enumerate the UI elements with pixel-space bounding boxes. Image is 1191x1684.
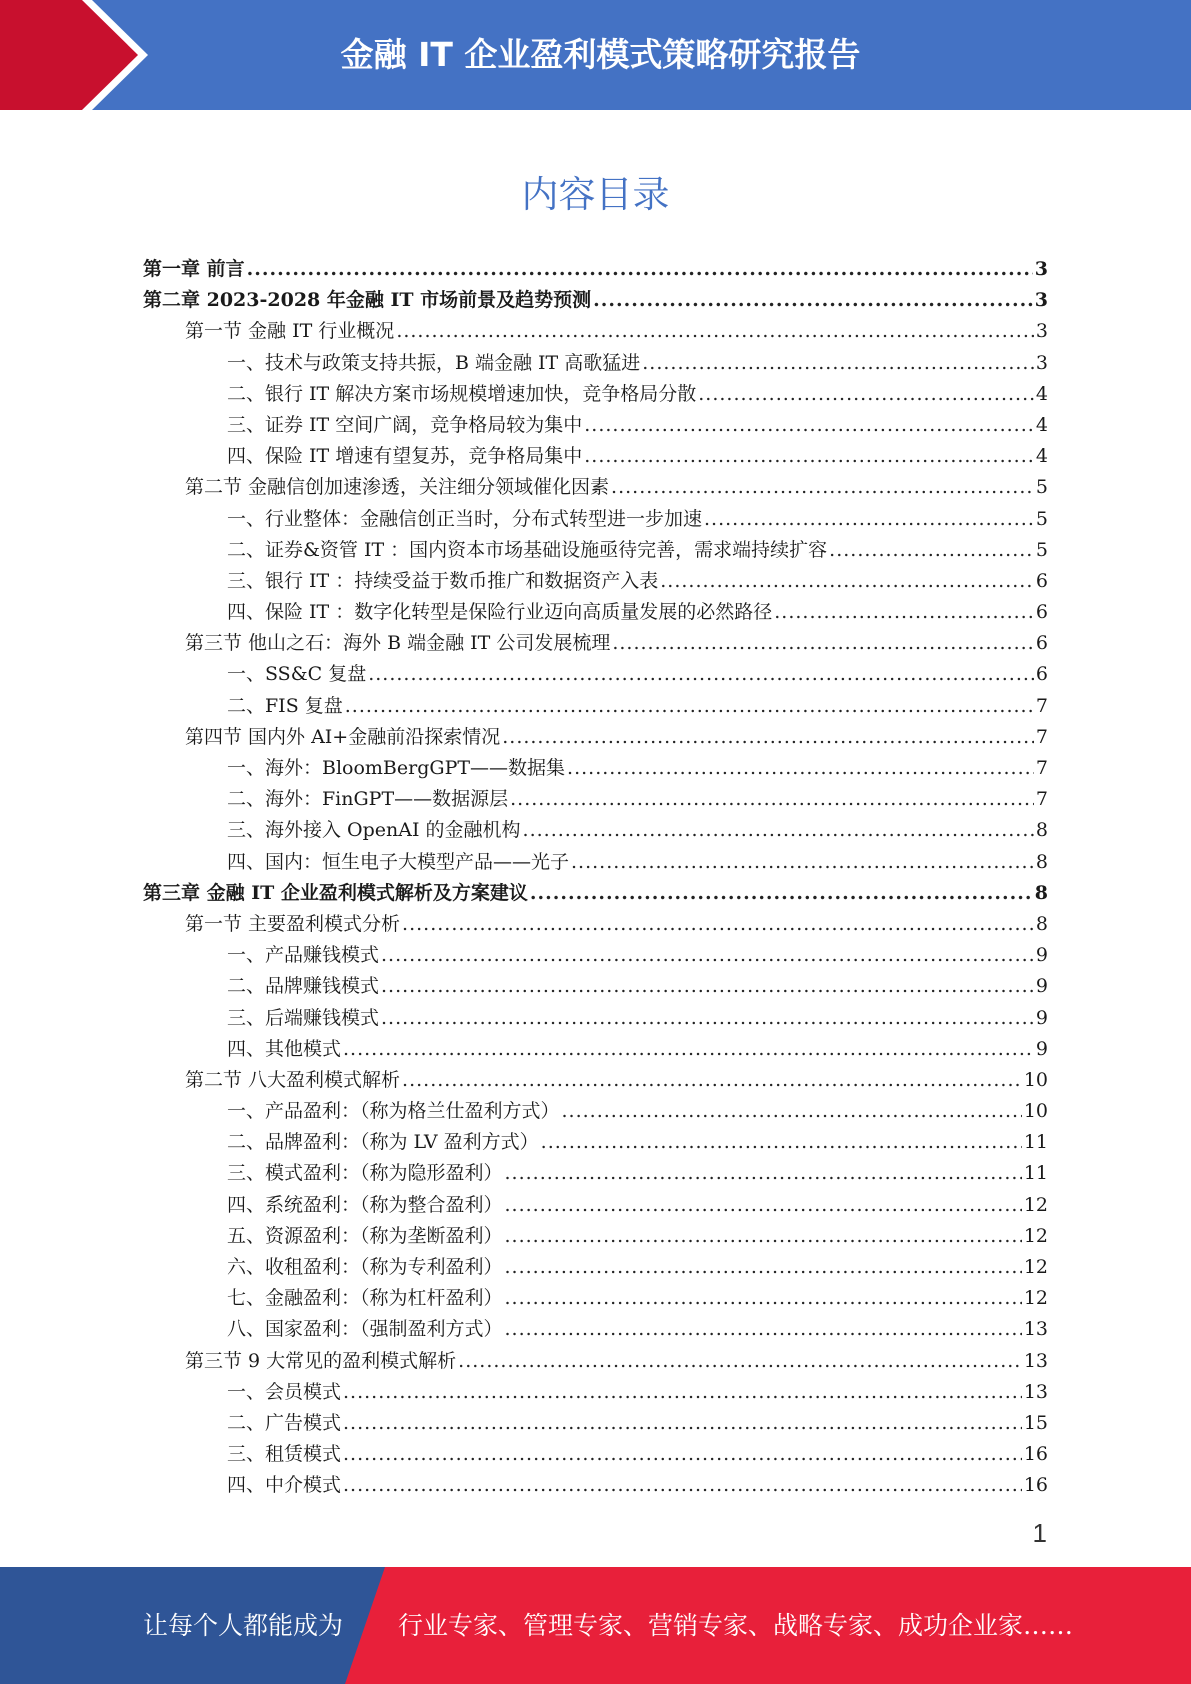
toc-entry-page: 12	[1023, 1287, 1048, 1310]
toc-entry[interactable]	[143, 1221, 1048, 1252]
toc-entry-text: 三、后端赚钱模式	[227, 1006, 380, 1029]
toc-entry-text: 第二节 金融信创加速渗透，关注细分领域催化因素	[185, 476, 610, 499]
toc-entry-text: 四、系统盈利：（称为整合盈利）	[227, 1193, 503, 1216]
toc-dot-leader	[343, 1377, 1022, 1408]
toc-entry-text: 三、银行 IT ：持续受益于数币推广和数据资产入表	[227, 569, 659, 592]
toc-dot-leader	[402, 1065, 1022, 1096]
toc-entry-page: 13	[1023, 1380, 1048, 1403]
toc-dot-leader	[505, 1221, 1022, 1252]
toc-entry-page: 8	[1034, 881, 1048, 904]
toc-entry-text: 四、其他模式	[227, 1037, 342, 1060]
toc-entry[interactable]	[143, 691, 1048, 722]
toc-entry-text: 第二章 2023-2028 年金融 IT 市场前景及趋势预测	[143, 289, 592, 312]
toc-entry[interactable]	[143, 722, 1048, 753]
toc-entry-page: 10	[1023, 1100, 1048, 1123]
toc-entry-text: 四、保险 IT ：数字化转型是保险行业迈向高质量发展的必然路径	[227, 601, 773, 624]
toc-dot-leader	[704, 504, 1034, 535]
toc-dot-leader	[505, 1314, 1022, 1345]
toc-entry-page: 9	[1035, 1006, 1048, 1029]
report-title: 金融 IT 企业盈利模式策略研究报告	[340, 35, 861, 74]
toc-entry-page: 7	[1035, 694, 1048, 717]
toc-dot-leader	[502, 722, 1034, 753]
toc-entry-page: 6	[1035, 632, 1048, 655]
toc-entry-text: 二、品牌盈利：（称为 LV 盈利方式）	[227, 1131, 539, 1154]
toc-dot-leader	[642, 348, 1034, 379]
toc-entry-page: 16	[1023, 1443, 1048, 1466]
toc-dot-leader	[567, 753, 1034, 784]
toc-entry-page: 12	[1023, 1224, 1048, 1247]
toc-entry[interactable]	[143, 1034, 1048, 1065]
toc-dot-leader	[612, 628, 1034, 659]
toc-entry-page: 13	[1023, 1349, 1048, 1372]
toc-entry[interactable]	[143, 1190, 1048, 1221]
toc-entry-page: 16	[1023, 1474, 1048, 1497]
toc-dot-leader	[571, 847, 1034, 878]
toc-entry-page: 7	[1035, 757, 1048, 779]
toc-entry[interactable]	[143, 1439, 1048, 1470]
toc-entry-page: 6	[1035, 663, 1048, 686]
toc-entry-page: 7	[1035, 725, 1048, 748]
page-number: 1	[1032, 1518, 1047, 1548]
toc-entry-page: 11	[1023, 1162, 1048, 1185]
toc-entry-text: 三、模式盈利：（称为隐形盈利）	[227, 1162, 503, 1185]
toc-dot-leader	[381, 971, 1034, 1002]
toc-entry-text: 一、海外：BloomBergGPT——数据集	[227, 757, 566, 779]
toc-entry[interactable]	[143, 940, 1048, 971]
toc-entry-text: 四、国内：恒生电子大模型产品——光子	[227, 850, 570, 873]
toc-entry[interactable]	[143, 441, 1048, 472]
toc-entry-page: 12	[1023, 1193, 1048, 1216]
toc-entry-page: 12	[1023, 1256, 1048, 1278]
toc-dot-leader	[541, 1127, 1022, 1158]
toc-entry-page: 3	[1034, 289, 1048, 312]
toc-entry-text: 二、广告模式	[227, 1411, 342, 1434]
toc-entry-text: 四、中介模式	[227, 1474, 342, 1497]
toc-entry[interactable]	[143, 815, 1048, 846]
footer-slogan-left: 让每个人都能成为	[143, 1611, 344, 1640]
toc-entry[interactable]	[143, 1314, 1048, 1345]
toc-entry-text: 五、资源盈利：（称为垄断盈利）	[227, 1224, 503, 1247]
toc-entry[interactable]	[143, 1283, 1048, 1314]
toc-entry[interactable]	[143, 1346, 1048, 1377]
toc-entry-page: 7	[1035, 788, 1048, 811]
toc-entry-text: 八、国家盈利：（强制盈利方式）	[227, 1318, 503, 1341]
toc-dot-leader	[458, 1346, 1022, 1377]
toc-entry-text: 一、会员模式	[227, 1380, 342, 1403]
toc-entry-text: 一、产品赚钱模式	[227, 944, 380, 967]
toc-dot-leader	[562, 1096, 1022, 1127]
toc-entry[interactable]	[143, 535, 1048, 566]
toc-entry[interactable]	[143, 597, 1048, 628]
toc-entry-page: 5	[1035, 507, 1048, 530]
toc-entry[interactable]	[143, 348, 1048, 379]
toc-entry-text: 三、租赁模式	[227, 1443, 342, 1466]
toc-entry-text: 二、FIS 复盘	[227, 694, 343, 717]
page-footer	[0, 1567, 1191, 1684]
toc-entry-page: 5	[1035, 538, 1048, 561]
toc-entry-text: 一、技术与政策支持共振，B 端金融 IT 高歌猛进	[227, 351, 641, 374]
toc-entry-text: 第一节 金融 IT 行业概况	[185, 320, 395, 343]
toc-entry-page: 3	[1035, 320, 1048, 343]
toc-entry-page: 4	[1035, 445, 1048, 468]
toc-dot-leader	[368, 659, 1034, 690]
toc-entry-page: 11	[1023, 1131, 1048, 1154]
toc-entry-page: 3	[1034, 258, 1048, 280]
toc-entry[interactable]	[143, 254, 1048, 285]
toc-entry-page: 9	[1035, 944, 1048, 967]
toc-dot-leader	[510, 784, 1034, 815]
toc-entry-page: 4	[1035, 413, 1048, 436]
toc-dot-leader	[381, 940, 1034, 971]
toc-entry-page: 8	[1035, 912, 1048, 935]
toc-entry[interactable]	[143, 1003, 1048, 1034]
toc-dot-leader	[402, 909, 1034, 940]
toc-dot-leader	[774, 597, 1034, 628]
toc-entry-page: 6	[1035, 569, 1048, 592]
toc-entry-text: 二、银行 IT 解决方案市场规模增速加快，竞争格局分散	[227, 382, 697, 405]
toc-entry[interactable]	[143, 1065, 1048, 1096]
toc-dot-leader	[343, 1470, 1022, 1501]
toc-entry[interactable]	[143, 566, 1048, 597]
toc-dot-leader	[523, 815, 1034, 846]
toc-entry-text: 第二节 八大盈利模式解析	[185, 1068, 401, 1091]
toc-dot-leader	[343, 1034, 1034, 1065]
toc-entry-page: 10	[1023, 1068, 1048, 1091]
toc-entry-text: 一、产品盈利：（称为格兰仕盈利方式）	[227, 1100, 560, 1123]
toc-entry[interactable]	[143, 316, 1048, 347]
toc-dot-leader	[343, 1408, 1022, 1439]
page-header	[0, 0, 1191, 110]
toc-dot-leader	[698, 379, 1034, 410]
toc-entry-page: 6	[1035, 601, 1048, 624]
toc-entry-text: 第三章 金融 IT 企业盈利模式解析及方案建议	[143, 881, 528, 904]
toc-entry-text: 第一章 前言	[143, 258, 245, 280]
toc-entry-text: 六、收租盈利：（称为专利盈利）	[227, 1256, 503, 1278]
toc-dot-leader	[530, 878, 1033, 909]
toc-dot-leader	[247, 254, 1033, 285]
toc-entry[interactable]	[143, 1127, 1048, 1158]
toc-entry[interactable]	[143, 472, 1048, 503]
toc-entry[interactable]	[143, 1470, 1048, 1501]
toc-dot-leader	[396, 316, 1034, 347]
toc-entry[interactable]	[143, 410, 1048, 441]
toc-dot-leader	[505, 1190, 1022, 1221]
toc-entry[interactable]	[143, 659, 1048, 690]
toc-dot-leader	[584, 441, 1034, 472]
toc-entry-text: 四、保险 IT 增速有望复苏，竞争格局集中	[227, 445, 583, 468]
toc-entry-page: 9	[1035, 1037, 1048, 1060]
table-of-contents	[143, 254, 1048, 1502]
toc-entry-text: 第四节 国内外 AI+金融前沿探索情况	[185, 725, 501, 748]
toc-dot-leader	[593, 285, 1033, 316]
toc-entry-text: 七、金融盈利：（称为杠杆盈利）	[227, 1287, 503, 1310]
toc-dot-leader	[660, 566, 1034, 597]
toc-entry-text: 二、海外：FinGPT——数据源层	[227, 788, 509, 811]
toc-dot-leader	[343, 1439, 1022, 1470]
toc-entry-page: 9	[1035, 975, 1048, 998]
toc-entry[interactable]	[143, 285, 1048, 316]
toc-dot-leader	[505, 1158, 1022, 1189]
toc-entry-text: 三、海外接入 OpenAI 的金融机构	[227, 819, 521, 842]
toc-title: 内容目录	[521, 173, 670, 216]
toc-dot-leader	[505, 1252, 1022, 1283]
toc-entry[interactable]	[143, 909, 1048, 940]
toc-entry[interactable]	[143, 1408, 1048, 1439]
toc-dot-leader	[505, 1283, 1022, 1314]
toc-entry-text: 二、品牌赚钱模式	[227, 975, 380, 998]
toc-dot-leader	[584, 410, 1034, 441]
toc-entry[interactable]	[143, 1377, 1048, 1408]
toc-dot-leader	[829, 535, 1034, 566]
toc-entry-text: 二、证券&资管 IT ：国内资本市场基础设施亟待完善，需求端持续扩容	[227, 538, 828, 561]
toc-entry[interactable]	[143, 847, 1048, 878]
toc-entry-text: 第一节 主要盈利模式分析	[185, 912, 401, 935]
toc-entry-text: 第三节 他山之石：海外 B 端金融 IT 公司发展梳理	[185, 632, 611, 655]
toc-entry[interactable]	[143, 1096, 1048, 1127]
toc-entry-text: 一、行业整体：金融信创正当时，分布式转型进一步加速	[227, 507, 703, 530]
toc-entry[interactable]	[143, 971, 1048, 1002]
toc-entry-page: 13	[1023, 1318, 1048, 1341]
toc-dot-leader	[345, 691, 1034, 722]
toc-entry-text: 第三节 9 大常见的盈利模式解析	[185, 1349, 457, 1372]
toc-entry-page: 15	[1023, 1411, 1048, 1434]
toc-entry[interactable]	[143, 1252, 1048, 1283]
toc-entry[interactable]	[143, 379, 1048, 410]
footer-slogan-right: 行业专家、管理专家、营销专家、战略专家、成功企业家……	[398, 1611, 1074, 1640]
toc-entry-page: 5	[1035, 476, 1048, 499]
toc-entry[interactable]	[143, 878, 1048, 909]
toc-entry-page: 8	[1035, 850, 1048, 873]
toc-entry-page: 8	[1035, 819, 1048, 842]
toc-entry[interactable]	[143, 1158, 1048, 1189]
toc-entry[interactable]	[143, 784, 1048, 815]
toc-entry-page: 3	[1035, 351, 1048, 374]
toc-entry[interactable]	[143, 504, 1048, 535]
toc-entry-text: 三、证券 IT 空间广阔，竞争格局较为集中	[227, 413, 583, 436]
toc-entry[interactable]	[143, 753, 1048, 784]
toc-entry-text: 一、SS&C 复盘	[227, 663, 367, 686]
toc-entry[interactable]	[143, 628, 1048, 659]
toc-entry-page: 4	[1035, 382, 1048, 405]
toc-dot-leader	[611, 472, 1034, 503]
toc-dot-leader	[381, 1003, 1034, 1034]
